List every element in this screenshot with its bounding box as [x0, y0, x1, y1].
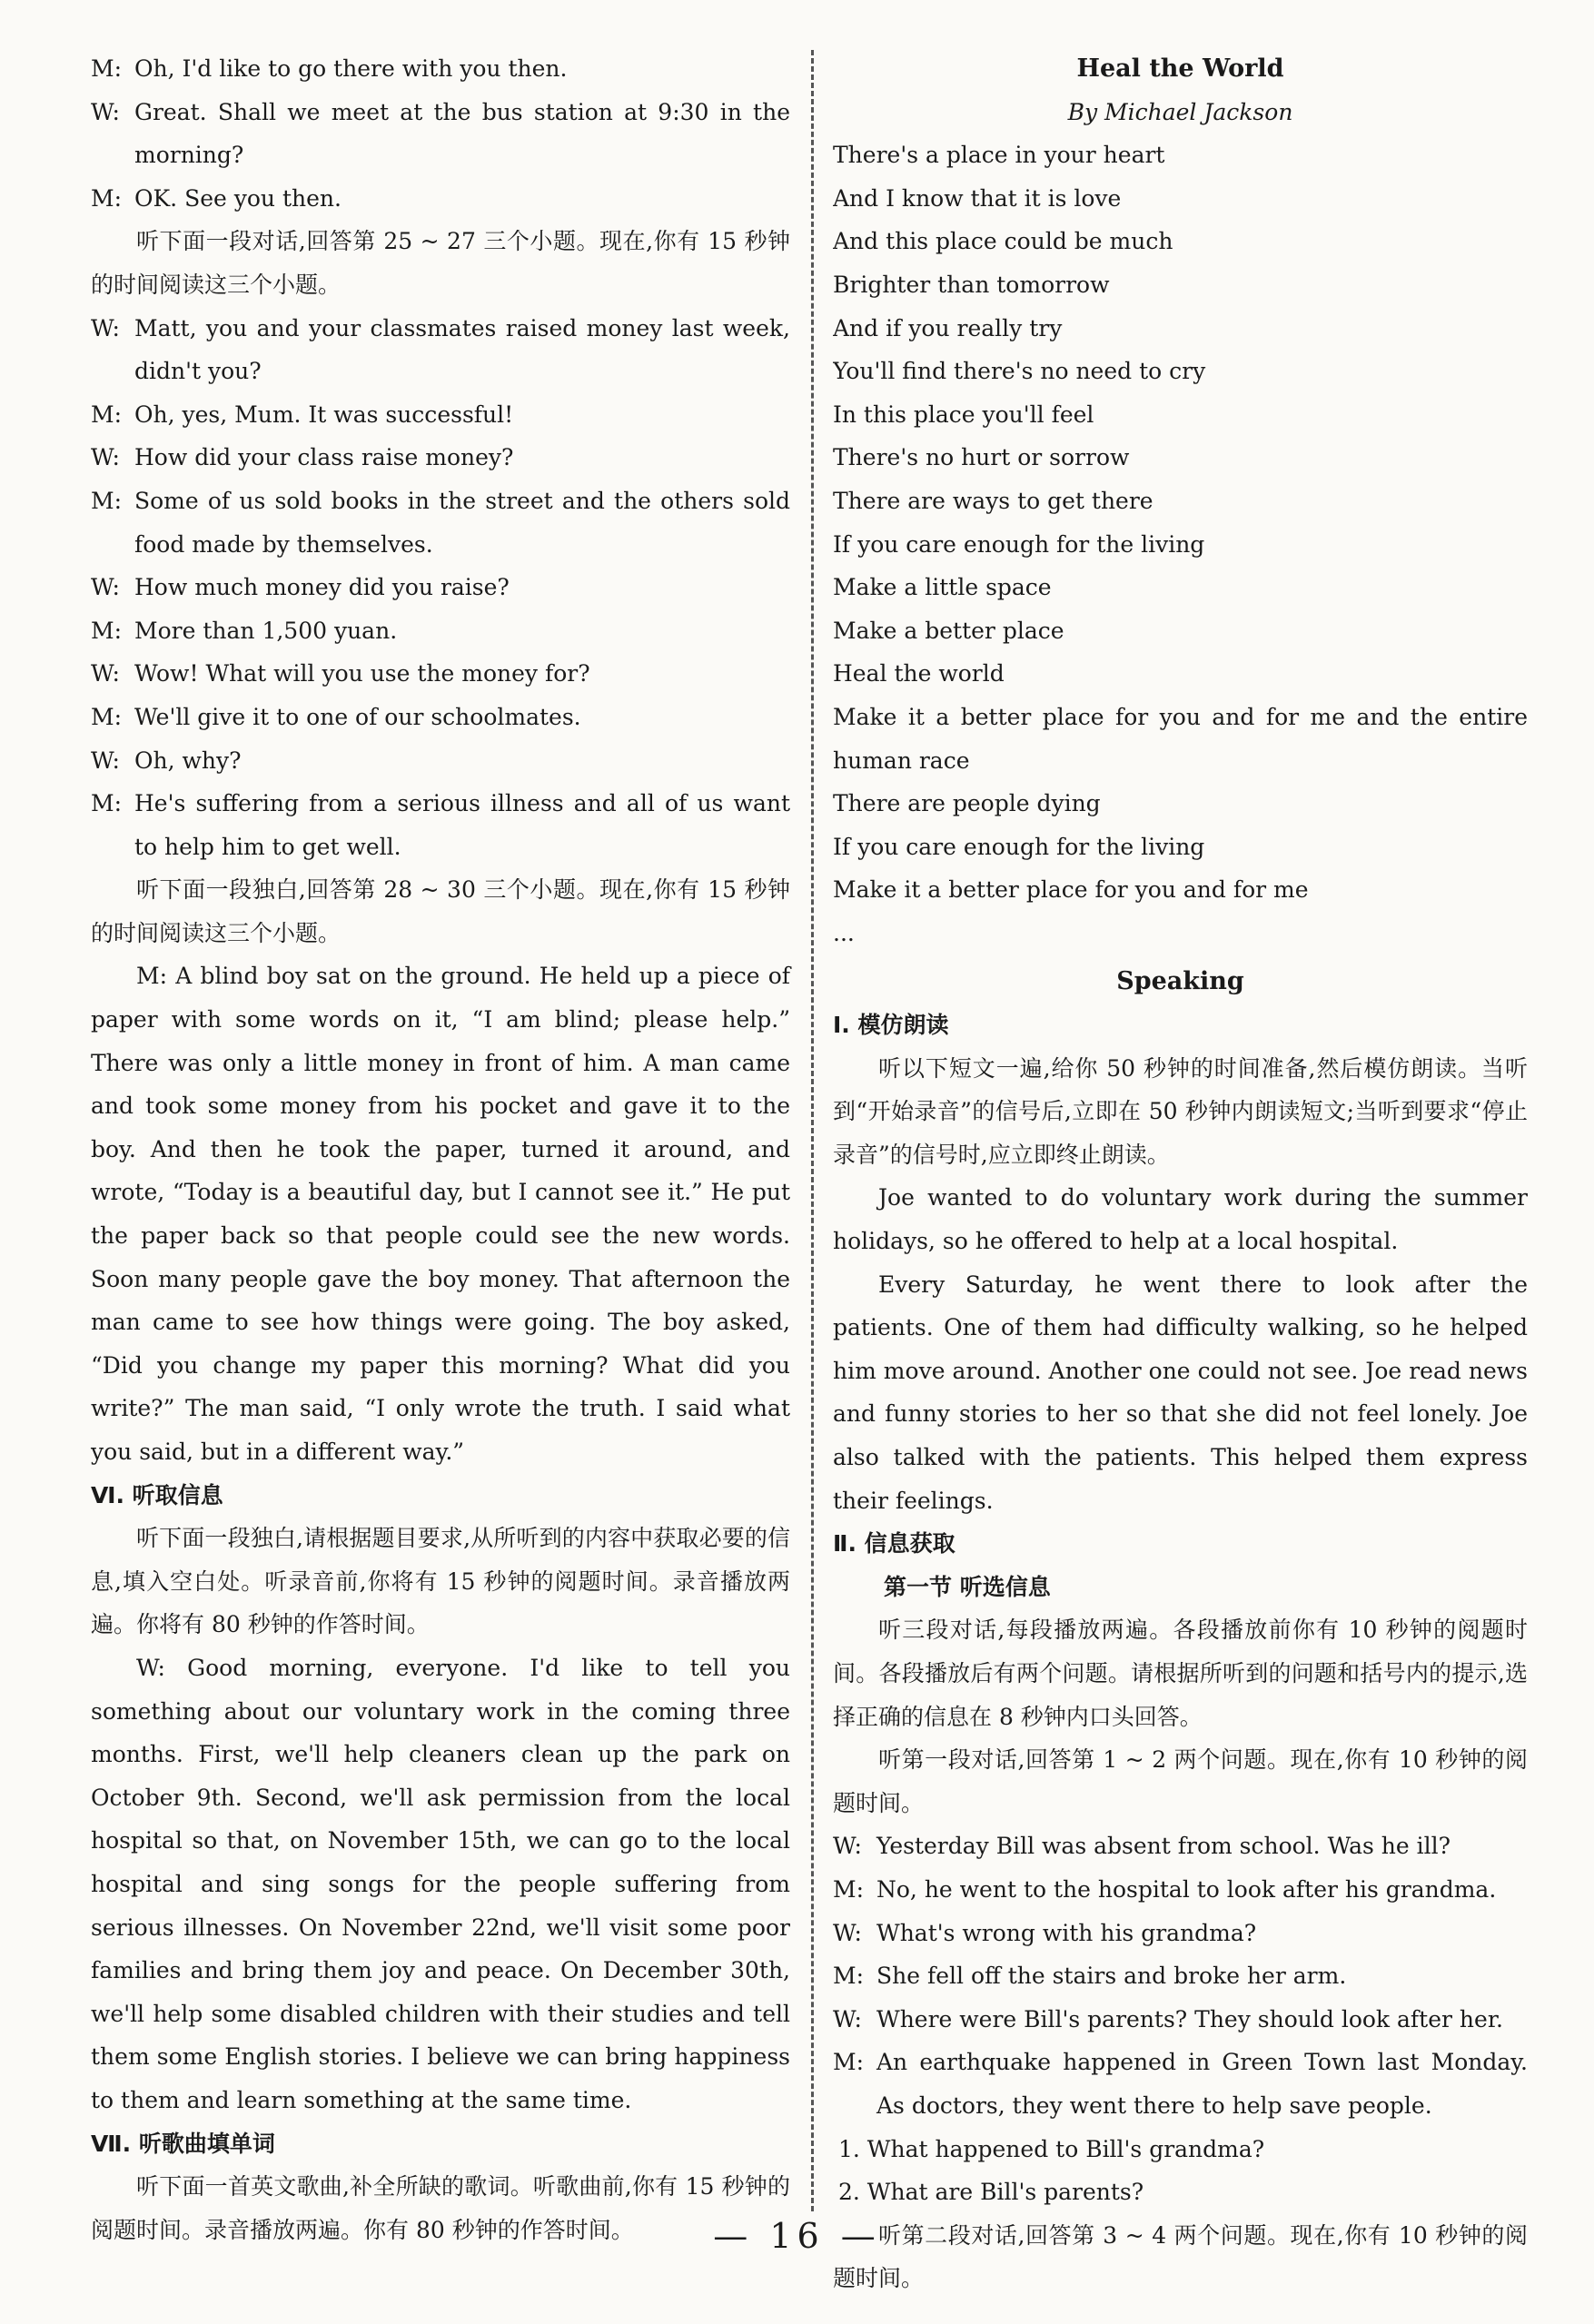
lyric-line: You'll find there's no need to cry	[833, 358, 1206, 385]
dialogue-line: M: Some of us sold books in the street and the others sold food made by themselves.	[91, 480, 790, 566]
speaker: M:	[91, 184, 123, 212]
lyric-line: Make it a better place for you and for me and the entire human race	[833, 703, 1528, 774]
dialogue-line: M: No, he went to the hospital to look after his grandma.	[833, 1868, 1528, 1912]
section-7-title: Ⅶ. 听歌曲填单词	[91, 2130, 275, 2157]
speaker: M:	[833, 2049, 865, 2076]
dialogue-line: W: Where were Bill's parents? They should look after her.	[833, 1998, 1528, 2042]
lyric-line: Make a little space	[833, 574, 1052, 601]
lyric-line: And if you really try	[833, 314, 1063, 341]
dialogue-1	[91, 47, 790, 220]
instruction-28-30: 听下面一段独白,回答第 28 ~ 30 三个小题。现在,你有 15 秒钟的时间阅读这三个小题。	[91, 876, 790, 946]
left-column	[91, 47, 790, 2251]
speaker: W:	[91, 747, 120, 774]
lyric-line: Make a better place	[833, 617, 1064, 644]
speaker: W:	[91, 98, 120, 125]
dialogue-line: W: Oh, why?	[91, 739, 790, 783]
section-7-instruction: 听下面一首英文歌曲,补全所缺的歌词。听歌曲前,你有 15 秒钟的阅题时间。录音播放两遍。你有 80 秒钟的作答时间。	[91, 2173, 790, 2243]
right-column	[833, 47, 1528, 2300]
lyric-line: ...	[833, 919, 855, 946]
dialogue-3	[833, 1825, 1528, 2127]
page-number: — 16 —	[713, 2216, 881, 2256]
lyric-line: There's a place in your heart	[833, 142, 1165, 169]
dialogue-line: W: How much money did you raise?	[91, 566, 790, 609]
dialogue-line: M: Oh, yes, Mum. It was successful!	[91, 393, 790, 437]
dialogue-line: W: What's wrong with his grandma?	[833, 1912, 1528, 1955]
speaking-title: Speaking	[1116, 967, 1244, 996]
speaker: W:	[833, 1919, 862, 1946]
dialogue-line: M: OK. See you then.	[91, 177, 790, 221]
speaker: W:	[91, 574, 120, 601]
instruction-25-27: 听下面一段对话,回答第 25 ~ 27 三个小题。现在,你有 15 秒钟的时间阅读这三个小题。	[91, 228, 790, 298]
instruction-3-4: 听第二段对话,回答第 3 ~ 4 两个问题。现在,你有 10 秒钟的阅题时间。	[833, 2221, 1528, 2292]
lyric-line: There are people dying	[833, 790, 1101, 817]
question-2: 2. What are Bill's parents?	[838, 2179, 1144, 2206]
dialogue-2	[91, 307, 790, 869]
section-2-subtitle: 第一节 听选信息	[884, 1573, 1051, 1600]
speaker: M:	[91, 487, 123, 514]
section-2-title: Ⅱ. 信息获取	[833, 1530, 955, 1558]
speaker: W:	[91, 314, 120, 341]
section-2-instruction: 听三段对话,每段播放两遍。各段播放前你有 10 秒钟的阅题时间。各段播放后有两个问题。请根据所听到的问题和括号内的提示,选择正确的信息在 8 秒钟内口头回答。	[833, 1617, 1528, 1730]
lyric-line: In this place you'll feel	[833, 401, 1094, 428]
section-1-title: Ⅰ. 模仿朗读	[833, 1012, 949, 1039]
dialogue-line: M: She fell off the stairs and broke her arm.	[833, 1954, 1528, 1998]
lyric-line: If you care enough for the living	[833, 530, 1205, 558]
speaker: M:	[91, 617, 123, 644]
dialogue-line: W: Great. Shall we meet at the bus station at 9:30 in the morning?	[91, 91, 790, 177]
instruction-1-2: 听第一段对话,回答第 1 ~ 2 两个问题。现在,你有 10 秒钟的阅题时间。	[833, 1746, 1528, 1816]
monologue-voluntary-work: W: Good morning, everyone. I'd like to tell you something about our voluntary work in the coming three months. First, we'll help cleaners clean up the park on October 9th. Second, we'll ask permission from the local hospital so that, on November 15th, we can go to the local hospital and sing songs for the people suffering from serious illnesses. On November 22nd, we'll visit some poor families and bring them joy and peace. On December 30th, we'll help some disabled children with their studies and tell them some English stories. I believe we can bring happiness to them and learn something at the same time.	[91, 1654, 790, 2113]
song-author: By Michael Jackson	[1067, 98, 1293, 125]
dialogue-line: M: More than 1,500 yuan.	[91, 609, 790, 653]
lyric-line: And I know that it is love	[833, 184, 1122, 212]
lyric-line: Heal the world	[833, 660, 1005, 687]
song-lyrics	[833, 134, 1528, 954]
section-6-title: Ⅵ. 听取信息	[91, 1481, 223, 1508]
reading-passage-p2: Every Saturday, he went there to look after the patients. One of them had difficulty walking, so he helped him move around. Another one could not see. Joe read news and funny stories to her so that she did not feel lonely. Joe also talked with the patients. This helped them express their feelings.	[833, 1271, 1528, 1514]
dialogue-line: W: Wow! What will you use the money for?	[91, 652, 790, 696]
lyric-line: And this place could be much	[833, 228, 1173, 255]
speaker: W:	[91, 660, 120, 687]
dialogue-line: M: An earthquake happened in Green Town last Monday. As doctors, they went there to help save people.	[833, 2041, 1528, 2127]
speaker: W:	[91, 444, 120, 471]
dialogue-line: W: Matt, you and your classmates raised money last week, didn't you?	[91, 307, 790, 393]
speaker: W:	[833, 2005, 862, 2032]
monologue-blind-boy: M: A blind boy sat on the ground. He held up a piece of paper with some words on it, “I am blind; please help.” There was only a little money in front of him. A man came and took some money from his pocket and gave it to the boy. And then he took the paper, turned it around, and wrote, “Today is a beautiful day, but I cannot see it.” He put the paper back so that people could see the new words. Soon many people gave the boy money. That afternoon the man came to see how things were going. The boy asked, “Did you change my paper this morning? What did you write?” The man said, “I only wrote the truth. I said what you said, but in a different way.”	[91, 963, 790, 1465]
speaker: M:	[91, 790, 123, 817]
section-1-instruction: 听以下短文一遍,给你 50 秒钟的时间准备,然后模仿朗读。当听到“开始录音”的信号后,立即在 50 秒钟内朗读短文;当听到要求“停止录音”的信号时,应立即终止朗读。	[833, 1054, 1528, 1168]
column-divider	[811, 50, 814, 2211]
lyric-line: Make it a better place for you and for me	[833, 876, 1309, 904]
section-6-instruction: 听下面一段独白,请根据题目要求,从所听到的内容中获取必要的信息,填入空白处。听录音前,你将有 15 秒钟的阅题时间。录音播放两遍。你将有 80 秒钟的作答时间。	[91, 1525, 790, 1638]
speaker: M:	[91, 55, 123, 82]
dialogue-line: M: Oh, I'd like to go there with you then.	[91, 47, 790, 91]
dialogue-line: M: We'll give it to one of our schoolmates.	[91, 696, 790, 739]
question-1: 1. What happened to Bill's grandma?	[838, 2135, 1265, 2162]
lyric-line: If you care enough for the living	[833, 833, 1205, 860]
lyric-line: Brighter than tomorrow	[833, 271, 1110, 298]
dialogue-line: W: How did your class raise money?	[91, 436, 790, 480]
song-title: Heal the World	[1076, 54, 1284, 83]
dialogue-line: W: Yesterday Bill was absent from school. Was he ill?	[833, 1825, 1528, 1868]
speaker: M:	[833, 1963, 865, 1990]
speaker: M:	[833, 1875, 865, 1903]
speaker: M:	[91, 703, 123, 730]
lyric-line: There are ways to get there	[833, 487, 1153, 514]
dialogue-line: M: He's suffering from a serious illness and all of us want to help him to get well.	[91, 782, 790, 868]
speaker: W:	[833, 1833, 862, 1860]
speaker: M:	[91, 401, 123, 428]
lyric-line: There's no hurt or sorrow	[833, 444, 1130, 471]
reading-passage-p1: Joe wanted to do voluntary work during the summer holidays, so he offered to help at a local hospital.	[833, 1184, 1528, 1255]
